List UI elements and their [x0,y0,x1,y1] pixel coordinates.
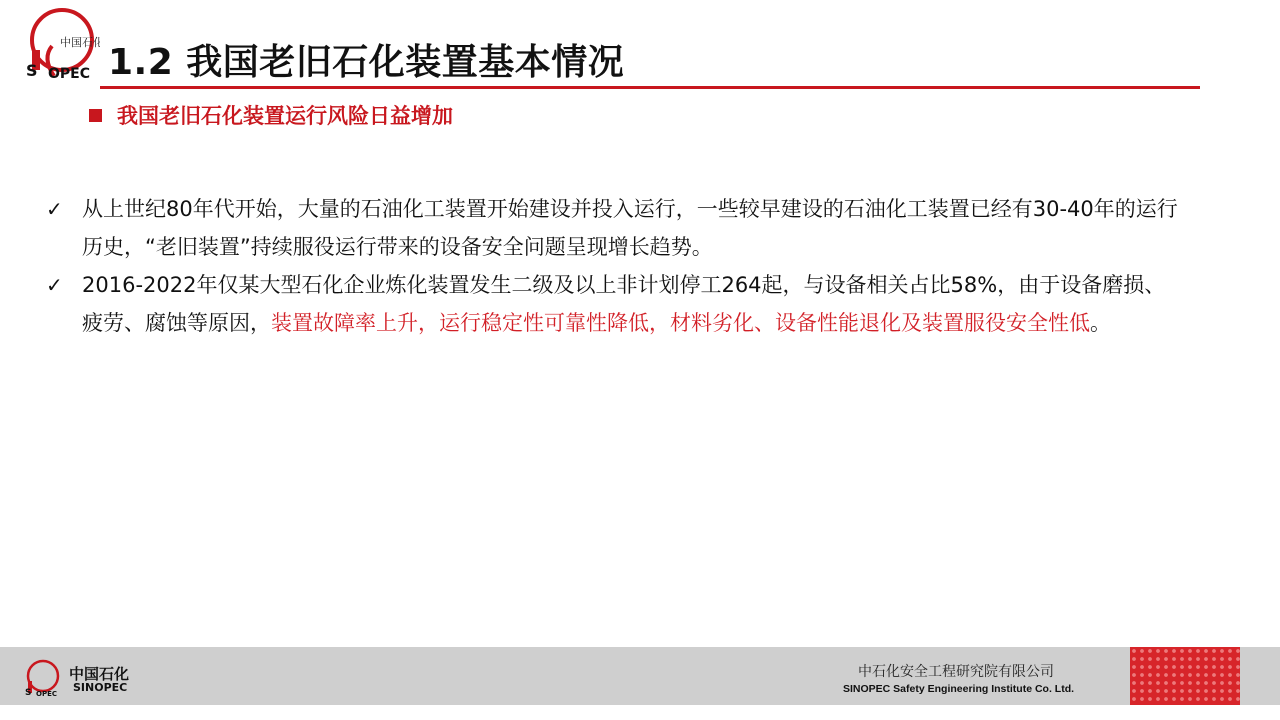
svg-text:OPEC: OPEC [48,66,90,82]
svg-text:S: S [26,61,38,80]
footer-brand-cn: 中国石化 [69,665,130,683]
svg-text:中国石化: 中国石化 [60,36,100,49]
bullet-item-1 [46,190,1186,266]
svg-text:S: S [25,688,32,697]
bullet-text: 2016-2022年仅某大型石化企业炼化装置发生二级及以上非计划停工264起，与设备相关占比58%，由于设备磨损、疲劳、腐蚀等原因， [82,273,1166,335]
bullet-text: 从上世纪80年代开始，大量的石油化工装置开始建设并投入运行，一些较早建设的石油化工装置已经有30-40年的运行历史，“老旧装置”持续服役运行带来的设备安全问题呈现增长趋势。 [82,197,1178,259]
footer-bar [0,647,1280,705]
institute-name-en: SINOPEC Safety Engineering Institute Co. Ltd. [843,683,1075,695]
section-subtitle [89,100,453,130]
title-divider [100,86,1200,89]
footer-sinopec-logo [24,659,62,697]
bullet-item-2 [46,266,1186,342]
page-title: 1.2 我国老旧石化装置基本情况 [108,42,625,83]
footer-brand-en: SINOPEC [73,681,128,694]
check-icon: ✓ [46,273,63,297]
subtitle-text: 我国老旧石化装置运行风险日益增加 [117,104,453,128]
check-icon: ✓ [46,197,63,221]
bullet-list [46,190,1186,342]
institute-name-cn: 中石化安全工程研究院有限公司 [858,664,1054,680]
square-bullet-icon [89,109,102,122]
sinopec-logo [24,6,100,82]
svg-text:OPEC: OPEC [36,690,57,697]
footer-decorative-pattern [1130,647,1240,705]
bullet-text-end: 。 [1090,311,1111,335]
bullet-text-highlight: 装置故障率上升，运行稳定性可靠性降低，材料劣化、设备性能退化及装置服役安全性低 [271,311,1090,335]
